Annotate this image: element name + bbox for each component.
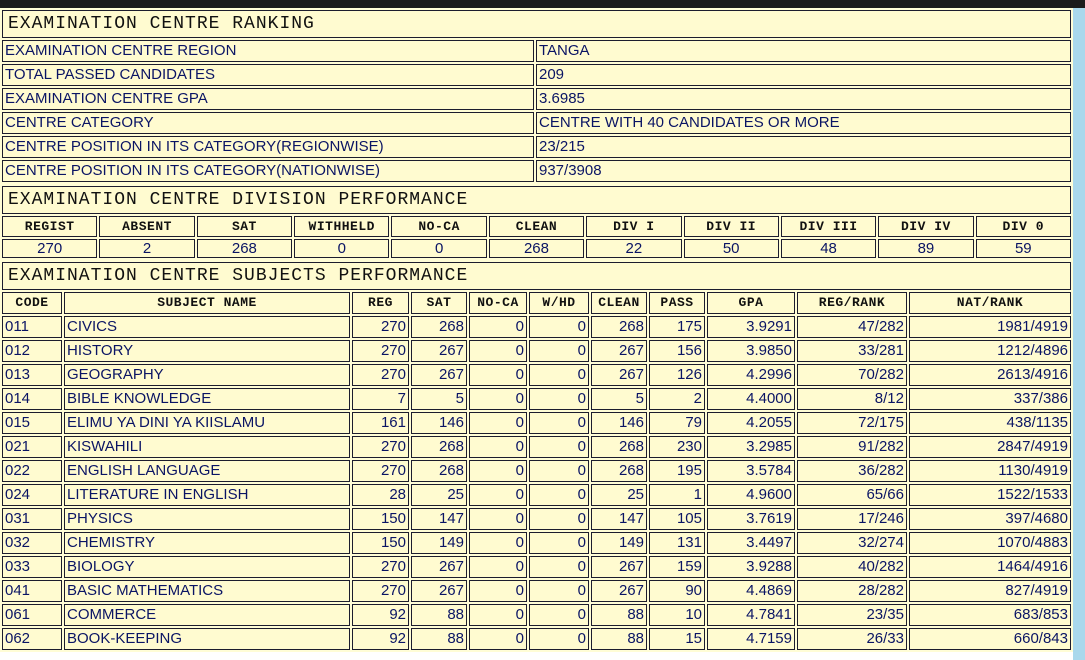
subject-stat-cell: 4.7159 <box>707 628 795 650</box>
subject-stat-cell: 175 <box>649 316 705 338</box>
subject-stat-cell: 267 <box>411 340 467 362</box>
subject-stat-cell: 683/853 <box>909 604 1071 626</box>
subject-stat-cell: 88 <box>591 628 647 650</box>
subject-name: COMMERCE <box>64 604 350 626</box>
subject-stat-cell: 267 <box>591 580 647 602</box>
subject-stat-cell: 438/1135 <box>909 412 1071 434</box>
subject-stat-cell: 36/282 <box>797 460 907 482</box>
subject-stat-cell: 3.4497 <box>707 532 795 554</box>
division-header-cell: SAT <box>197 216 292 237</box>
subject-stat-cell: 28/282 <box>797 580 907 602</box>
subject-stat-cell: 270 <box>352 340 409 362</box>
division-header-cell: DIV III <box>781 216 876 237</box>
subject-stat-cell: 268 <box>411 316 467 338</box>
subject-row <box>2 580 1071 602</box>
subjects-header-cell: CODE <box>2 292 62 314</box>
subject-stat-cell: 0 <box>529 460 589 482</box>
subjects-header-cell: CLEAN <box>591 292 647 314</box>
subject-stat-cell: 268 <box>411 460 467 482</box>
subjects-header-cell: GPA <box>707 292 795 314</box>
subject-row <box>2 364 1071 386</box>
subject-stat-cell: 17/246 <box>797 508 907 530</box>
subject-stat-cell: 267 <box>591 364 647 386</box>
subject-stat-cell: 88 <box>591 604 647 626</box>
ranking-row <box>2 64 1071 86</box>
subject-stat-cell: 10 <box>649 604 705 626</box>
subject-stat-cell: 0 <box>529 316 589 338</box>
results-page <box>0 8 1073 652</box>
division-header-row <box>2 216 1071 237</box>
subject-name: BIBLE KNOWLEDGE <box>64 388 350 410</box>
subjects-header-cell: SUBJECT NAME <box>64 292 350 314</box>
subject-code: 022 <box>2 460 62 482</box>
subject-row <box>2 412 1071 434</box>
subject-stat-cell: 0 <box>469 460 527 482</box>
subject-stat-cell: 3.9850 <box>707 340 795 362</box>
subject-stat-cell: 3.5784 <box>707 460 795 482</box>
subject-stat-cell: 92 <box>352 604 409 626</box>
subject-name: GEOGRAPHY <box>64 364 350 386</box>
subject-stat-cell: 0 <box>529 580 589 602</box>
subject-stat-cell: 4.2055 <box>707 412 795 434</box>
subject-stat-cell: 0 <box>529 484 589 506</box>
subject-code: 014 <box>2 388 62 410</box>
ranking-row <box>2 112 1071 134</box>
subject-stat-cell: 0 <box>469 484 527 506</box>
subject-row <box>2 532 1071 554</box>
subject-name: PHYSICS <box>64 508 350 530</box>
ranking-row <box>2 160 1071 182</box>
subject-stat-cell: 32/274 <box>797 532 907 554</box>
subject-stat-cell: 267 <box>591 556 647 578</box>
subject-stat-cell: 0 <box>469 364 527 386</box>
division-header-cell: ABSENT <box>99 216 194 237</box>
subject-stat-cell: 0 <box>529 364 589 386</box>
subject-stat-cell: 150 <box>352 508 409 530</box>
subjects-header-cell: NAT/RANK <box>909 292 1071 314</box>
subject-stat-cell: 91/282 <box>797 436 907 458</box>
subject-stat-cell: 105 <box>649 508 705 530</box>
subject-code: 041 <box>2 580 62 602</box>
subject-code: 015 <box>2 412 62 434</box>
subject-stat-cell: 397/4680 <box>909 508 1071 530</box>
subject-stat-cell: 268 <box>411 436 467 458</box>
subject-stat-cell: 5 <box>411 388 467 410</box>
subject-stat-cell: 147 <box>411 508 467 530</box>
subject-stat-cell: 156 <box>649 340 705 362</box>
subject-code: 032 <box>2 532 62 554</box>
subject-stat-cell: 92 <box>352 628 409 650</box>
subject-stat-cell: 660/843 <box>909 628 1071 650</box>
subject-stat-cell: 28 <box>352 484 409 506</box>
subject-stat-cell: 146 <box>591 412 647 434</box>
subject-name: CHEMISTRY <box>64 532 350 554</box>
subject-stat-cell: 5 <box>591 388 647 410</box>
ranking-value: TANGA <box>536 40 1071 62</box>
ranking-label: CENTRE POSITION IN ITS CATEGORY(REGIONWISE) <box>2 136 534 158</box>
subject-stat-cell: 0 <box>469 556 527 578</box>
subject-stat-cell: 270 <box>352 580 409 602</box>
subject-stat-cell: 267 <box>411 556 467 578</box>
subject-stat-cell: 4.4000 <box>707 388 795 410</box>
subject-stat-cell: 267 <box>591 340 647 362</box>
subject-stat-cell: 0 <box>529 556 589 578</box>
subject-code: 031 <box>2 508 62 530</box>
subjects-header-cell: W/HD <box>529 292 589 314</box>
subject-stat-cell: 72/175 <box>797 412 907 434</box>
subject-stat-cell: 337/386 <box>909 388 1071 410</box>
subject-stat-cell: 47/282 <box>797 316 907 338</box>
ranking-title: EXAMINATION CENTRE RANKING <box>2 10 1071 38</box>
subject-stat-cell: 270 <box>352 460 409 482</box>
subject-stat-cell: 0 <box>469 508 527 530</box>
subject-stat-cell: 0 <box>469 316 527 338</box>
ranking-label: CENTRE CATEGORY <box>2 112 534 134</box>
subject-row <box>2 388 1071 410</box>
subject-row <box>2 556 1071 578</box>
subject-name: ELIMU YA DINI YA KIISLAMU <box>64 412 350 434</box>
ranking-value: 209 <box>536 64 1071 86</box>
subject-stat-cell: 25 <box>411 484 467 506</box>
subject-stat-cell: 1212/4896 <box>909 340 1071 362</box>
ranking-row <box>2 40 1071 62</box>
subject-code: 012 <box>2 340 62 362</box>
subject-stat-cell: 0 <box>529 628 589 650</box>
subject-stat-cell: 267 <box>411 580 467 602</box>
subject-code: 021 <box>2 436 62 458</box>
subject-stat-cell: 3.9291 <box>707 316 795 338</box>
subject-stat-cell: 0 <box>469 604 527 626</box>
subject-row <box>2 508 1071 530</box>
subject-code: 033 <box>2 556 62 578</box>
subject-stat-cell: 0 <box>529 340 589 362</box>
division-table <box>0 184 1073 260</box>
subject-stat-cell: 0 <box>469 436 527 458</box>
subject-stat-cell: 270 <box>352 364 409 386</box>
subject-stat-cell: 131 <box>649 532 705 554</box>
division-header-cell: WITHHELD <box>294 216 389 237</box>
subject-stat-cell: 150 <box>352 532 409 554</box>
subject-stat-cell: 0 <box>469 580 527 602</box>
subject-code: 062 <box>2 628 62 650</box>
subject-stat-cell: 4.7841 <box>707 604 795 626</box>
subject-stat-cell: 33/281 <box>797 340 907 362</box>
ranking-label: CENTRE POSITION IN ITS CATEGORY(NATIONWISE) <box>2 160 534 182</box>
subject-name: ENGLISH LANGUAGE <box>64 460 350 482</box>
subject-stat-cell: 3.9288 <box>707 556 795 578</box>
subject-stat-cell: 88 <box>411 604 467 626</box>
subject-stat-cell: 90 <box>649 580 705 602</box>
subject-stat-cell: 70/282 <box>797 364 907 386</box>
subject-stat-cell: 2 <box>649 388 705 410</box>
subject-stat-cell: 0 <box>469 532 527 554</box>
subject-stat-cell: 161 <box>352 412 409 434</box>
subject-stat-cell: 0 <box>529 508 589 530</box>
subject-row <box>2 436 1071 458</box>
subject-stat-cell: 4.9600 <box>707 484 795 506</box>
subject-stat-cell: 1464/4916 <box>909 556 1071 578</box>
subject-stat-cell: 270 <box>352 556 409 578</box>
subject-stat-cell: 270 <box>352 436 409 458</box>
subject-stat-cell: 23/35 <box>797 604 907 626</box>
subject-stat-cell: 195 <box>649 460 705 482</box>
division-value-cell: 0 <box>391 239 486 258</box>
ranking-label: TOTAL PASSED CANDIDATES <box>2 64 534 86</box>
subject-stat-cell: 0 <box>529 436 589 458</box>
subjects-title: EXAMINATION CENTRE SUBJECTS PERFORMANCE <box>2 262 1071 290</box>
division-value-cell: 268 <box>489 239 584 258</box>
subject-stat-cell: 146 <box>411 412 467 434</box>
subject-stat-cell: 4.2996 <box>707 364 795 386</box>
subject-stat-cell: 147 <box>591 508 647 530</box>
subjects-header-cell: REG <box>352 292 409 314</box>
ranking-value: 23/215 <box>536 136 1071 158</box>
subject-stat-cell: 65/66 <box>797 484 907 506</box>
division-value-cell: 48 <box>781 239 876 258</box>
subject-stat-cell: 0 <box>469 340 527 362</box>
subject-stat-cell: 0 <box>529 412 589 434</box>
ranking-value: CENTRE WITH 40 CANDIDATES OR MORE <box>536 112 1071 134</box>
ranking-row <box>2 136 1071 158</box>
subject-code: 013 <box>2 364 62 386</box>
subject-stat-cell: 3.2985 <box>707 436 795 458</box>
subject-stat-cell: 230 <box>649 436 705 458</box>
subject-stat-cell: 268 <box>591 316 647 338</box>
division-header-cell: DIV I <box>586 216 681 237</box>
subject-name: BOOK-KEEPING <box>64 628 350 650</box>
subject-stat-cell: 827/4919 <box>909 580 1071 602</box>
subject-stat-cell: 159 <box>649 556 705 578</box>
division-value-cell: 0 <box>294 239 389 258</box>
subject-stat-cell: 8/12 <box>797 388 907 410</box>
subject-stat-cell: 0 <box>469 628 527 650</box>
ranking-label: EXAMINATION CENTRE REGION <box>2 40 534 62</box>
top-bar <box>0 0 1085 8</box>
division-header-cell: REGIST <box>2 216 97 237</box>
subject-stat-cell: 3.7619 <box>707 508 795 530</box>
subject-stat-cell: 126 <box>649 364 705 386</box>
subject-stat-cell: 0 <box>529 388 589 410</box>
subject-name: LITERATURE IN ENGLISH <box>64 484 350 506</box>
subject-row <box>2 484 1071 506</box>
subject-name: BASIC MATHEMATICS <box>64 580 350 602</box>
subjects-table <box>0 260 1073 652</box>
division-value-cell: 268 <box>197 239 292 258</box>
subject-code: 024 <box>2 484 62 506</box>
subject-code: 061 <box>2 604 62 626</box>
division-header-cell: DIV IV <box>878 216 973 237</box>
subject-stat-cell: 1981/4919 <box>909 316 1071 338</box>
subject-stat-cell: 1522/1533 <box>909 484 1071 506</box>
subject-row <box>2 604 1071 626</box>
subject-stat-cell: 1130/4919 <box>909 460 1071 482</box>
division-header-cell: CLEAN <box>489 216 584 237</box>
subject-stat-cell: 268 <box>591 460 647 482</box>
subjects-header-row <box>2 292 1071 314</box>
subject-name: HISTORY <box>64 340 350 362</box>
division-value-cell: 270 <box>2 239 97 258</box>
subject-stat-cell: 26/33 <box>797 628 907 650</box>
subject-row <box>2 316 1071 338</box>
subject-stat-cell: 40/282 <box>797 556 907 578</box>
subject-stat-cell: 2847/4919 <box>909 436 1071 458</box>
subject-stat-cell: 1 <box>649 484 705 506</box>
scrollbar-track[interactable] <box>1073 8 1085 660</box>
subject-stat-cell: 267 <box>411 364 467 386</box>
division-value-cell: 59 <box>976 239 1071 258</box>
subject-stat-cell: 25 <box>591 484 647 506</box>
subject-stat-cell: 0 <box>529 532 589 554</box>
division-value-cell: 2 <box>99 239 194 258</box>
subject-stat-cell: 88 <box>411 628 467 650</box>
subjects-header-cell: NO-CA <box>469 292 527 314</box>
subject-stat-cell: 4.4869 <box>707 580 795 602</box>
subjects-header-cell: PASS <box>649 292 705 314</box>
subject-stat-cell: 0 <box>469 412 527 434</box>
subject-stat-cell: 0 <box>529 604 589 626</box>
subject-stat-cell: 2613/4916 <box>909 364 1071 386</box>
subject-row <box>2 460 1071 482</box>
subject-stat-cell: 149 <box>591 532 647 554</box>
subjects-header-cell: SAT <box>411 292 467 314</box>
subject-stat-cell: 7 <box>352 388 409 410</box>
subject-stat-cell: 15 <box>649 628 705 650</box>
subject-row <box>2 340 1071 362</box>
subject-stat-cell: 149 <box>411 532 467 554</box>
division-header-cell: NO-CA <box>391 216 486 237</box>
ranking-value: 937/3908 <box>536 160 1071 182</box>
division-values-row <box>2 239 1071 258</box>
subjects-rows <box>2 316 1071 650</box>
subjects-header-cell: REG/RANK <box>797 292 907 314</box>
ranking-rows <box>2 40 1071 182</box>
ranking-label: EXAMINATION CENTRE GPA <box>2 88 534 110</box>
subject-stat-cell: 268 <box>591 436 647 458</box>
division-value-cell: 89 <box>878 239 973 258</box>
subject-code: 011 <box>2 316 62 338</box>
ranking-value: 3.6985 <box>536 88 1071 110</box>
subject-stat-cell: 0 <box>469 388 527 410</box>
subject-name: KISWAHILI <box>64 436 350 458</box>
ranking-row <box>2 88 1071 110</box>
subject-name: CIVICS <box>64 316 350 338</box>
subject-stat-cell: 1070/4883 <box>909 532 1071 554</box>
division-value-cell: 22 <box>586 239 681 258</box>
subject-stat-cell: 270 <box>352 316 409 338</box>
division-header-cell: DIV II <box>684 216 779 237</box>
ranking-table <box>0 8 1073 184</box>
division-title: EXAMINATION CENTRE DIVISION PERFORMANCE <box>2 186 1071 214</box>
division-value-cell: 50 <box>684 239 779 258</box>
subject-name: BIOLOGY <box>64 556 350 578</box>
subject-stat-cell: 79 <box>649 412 705 434</box>
subject-row <box>2 628 1071 650</box>
division-header-cell: DIV 0 <box>976 216 1071 237</box>
